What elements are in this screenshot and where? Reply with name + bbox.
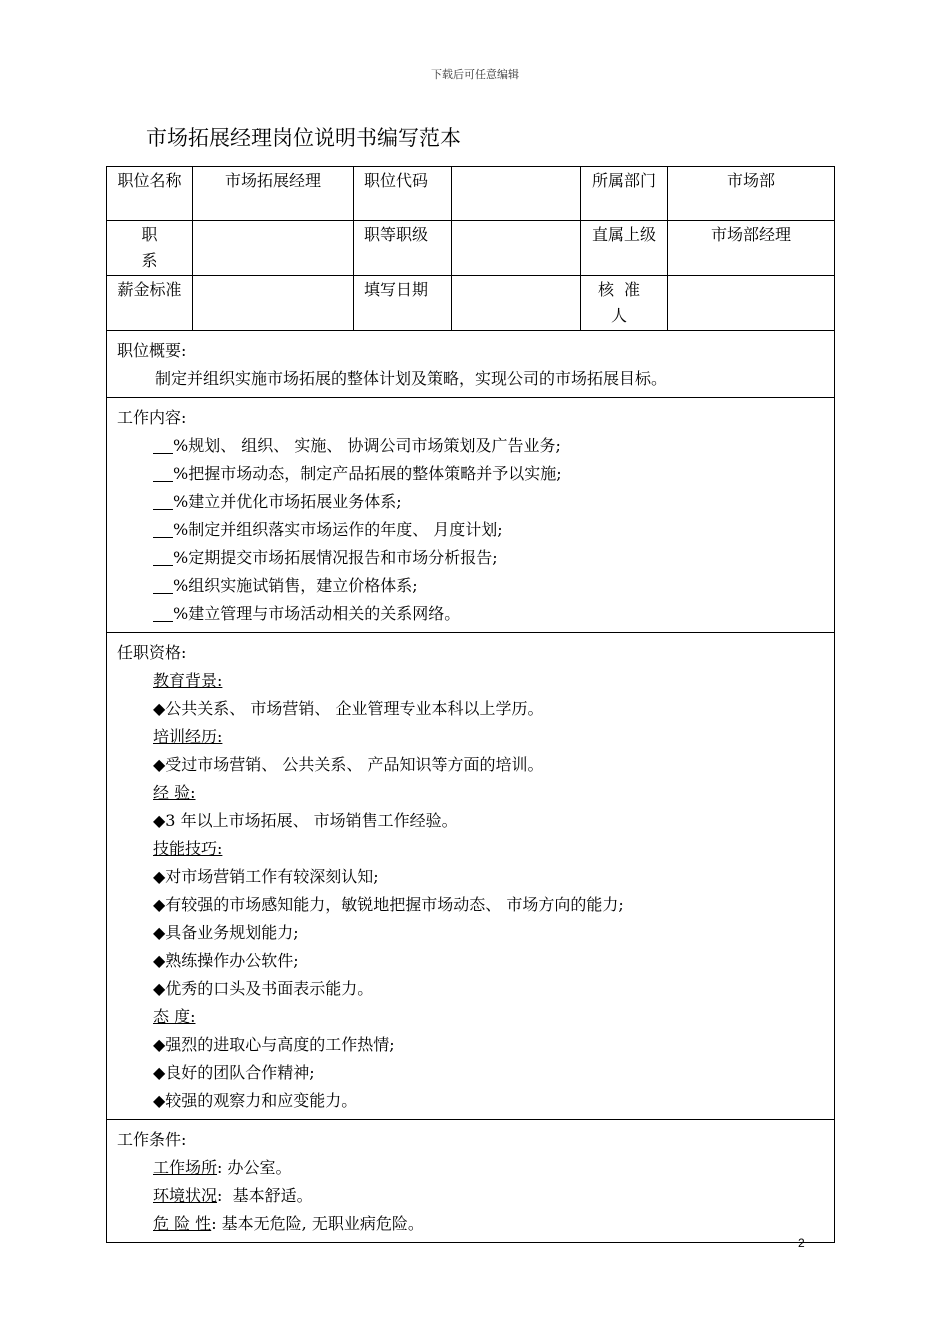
- value-department: 市场部: [668, 167, 835, 221]
- label-salary: 薪金标准: [107, 276, 193, 331]
- section-title: 任职资格:: [117, 643, 187, 662]
- blank-line: [153, 493, 173, 510]
- label-job-title: 职位名称: [107, 167, 193, 221]
- blank-line: [153, 521, 173, 538]
- value-job-title: 市场拓展经理: [193, 167, 354, 221]
- value-job-family: [193, 221, 354, 276]
- value-supervisor: 市场部经理: [668, 221, 835, 276]
- label-job-family: 职系: [107, 221, 193, 276]
- label-grade: 职等职级: [354, 221, 452, 276]
- table-row: [107, 167, 835, 221]
- section-title: 职位概要:: [117, 341, 187, 360]
- subsection-label: 培训经历:: [153, 727, 223, 746]
- list-item: ◆公共关系、 市场营销、 企业管理专业本科以上学历。: [153, 699, 544, 718]
- label-department: 所属部门: [581, 167, 668, 221]
- list-item: ◆强烈的进取心与高度的工作热情;: [153, 1035, 395, 1054]
- header-note: 下载后可任意编辑: [431, 68, 519, 81]
- summary-text: 制定并组织实施市场拓展的整体计划及策略，实现公司的市场拓展目标。: [155, 369, 668, 388]
- section-title: 工作条件:: [117, 1130, 187, 1149]
- blank-line: [153, 577, 173, 594]
- list-item: ◆熟练操作办公软件;: [153, 951, 299, 970]
- value-approver: [668, 276, 835, 331]
- list-item: %定期提交市场拓展情况报告和市场分析报告;: [117, 544, 824, 572]
- label-job-code: 职位代码: [354, 167, 452, 221]
- subsection-label: 态 度:: [153, 1007, 196, 1026]
- label-approver: 核准人: [581, 276, 668, 331]
- list-item: ◆较强的观察力和应变能力。: [153, 1091, 358, 1110]
- section-duties: [107, 398, 835, 633]
- subsection-label: 技能技巧:: [153, 839, 223, 858]
- list-item: ◆具备业务规划能力;: [153, 923, 299, 942]
- blank-line: [153, 465, 173, 482]
- label-supervisor: 直属上级: [581, 221, 668, 276]
- subsection-label: 教育背景:: [153, 671, 223, 690]
- condition-risk: 危 险 性: 基本无危险, 无职业病危险。: [153, 1214, 424, 1233]
- section-summary: [107, 331, 835, 398]
- value-fill-date: [452, 276, 581, 331]
- section-qualifications: [107, 633, 835, 1120]
- table-row: [107, 276, 835, 331]
- page-title: 市场拓展经理岗位说明书编写范本: [146, 126, 461, 150]
- page-number: 2: [798, 1236, 805, 1250]
- list-item: ◆良好的团队合作精神;: [153, 1063, 315, 1082]
- value-salary: [193, 276, 354, 331]
- blank-line: [153, 549, 173, 566]
- condition-place: 工作场所: 办公室。: [153, 1158, 292, 1177]
- list-item: %组织实施试销售，建立价格体系;: [117, 572, 824, 600]
- list-item: %建立并优化市场拓展业务体系;: [117, 488, 824, 516]
- blank-line: [153, 437, 173, 454]
- list-item: ◆有较强的市场感知能力，敏锐地把握市场动态、 市场方向的能力;: [153, 895, 624, 914]
- value-grade: [452, 221, 581, 276]
- list-item: ◆对市场营销工作有较深刻认知;: [153, 867, 379, 886]
- list-item: %把握市场动态，制定产品拓展的整体策略并予以实施;: [117, 460, 824, 488]
- value-job-code: [452, 167, 581, 221]
- subsection-label: 经 验:: [153, 783, 196, 802]
- label-fill-date: 填写日期: [354, 276, 452, 331]
- list-item: %建立管理与市场活动相关的关系网络。: [117, 600, 824, 628]
- list-item: %制定并组织落实市场运作的年度、 月度计划;: [117, 516, 824, 544]
- condition-environment: 环境状况: 基本舒适。: [153, 1186, 313, 1205]
- list-item: %规划、 组织、 实施、 协调公司市场策划及广告业务;: [117, 432, 824, 460]
- list-item: ◆优秀的口头及书面表示能力。: [153, 979, 374, 998]
- list-item: ◆受过市场营销、 公共关系、 产品知识等方面的培训。: [153, 755, 544, 774]
- section-title: 工作内容:: [117, 408, 187, 427]
- job-description-table: [106, 166, 835, 1243]
- list-item: ◆3 年以上市场拓展、 市场销售工作经验。: [153, 811, 458, 830]
- section-conditions: [107, 1120, 835, 1243]
- blank-line: [153, 605, 173, 622]
- table-row: [107, 221, 835, 276]
